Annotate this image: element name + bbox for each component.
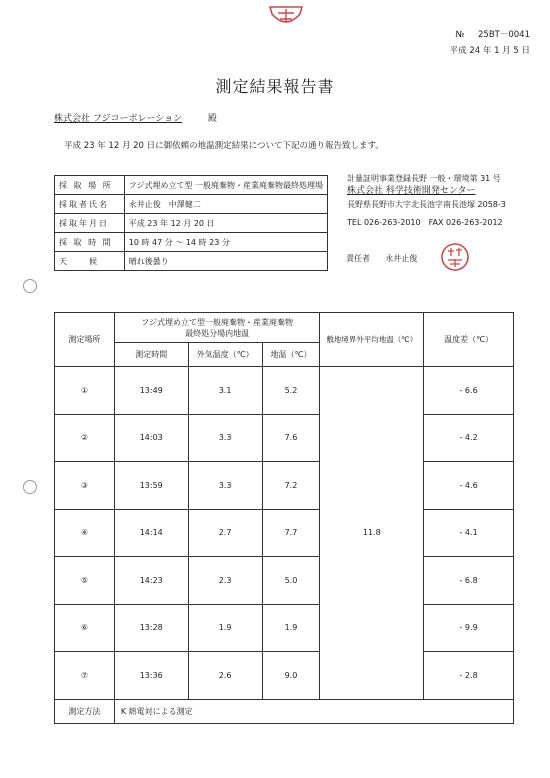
header-location: 測定場所 (55, 313, 115, 367)
info-row (55, 195, 328, 214)
info-value: フジ式埋め立て型 一般廃棄物・産業廃棄物最終処理場 (124, 176, 327, 195)
cell-air-temp: 2.7 (188, 509, 262, 557)
cell-air-temp: 1.9 (188, 604, 262, 652)
page-title: 測定結果報告書 (215, 77, 335, 96)
issuer-address: 長野県長野市大字北長池字南長池塚 2058-3 (347, 200, 506, 209)
cell-time: 13:36 (114, 652, 188, 700)
cell-ground-temp: 1.9 (262, 604, 320, 652)
table-row (55, 557, 514, 605)
cell-air-temp: 3.3 (188, 462, 262, 510)
info-label: 採 取 場 所 (55, 176, 125, 195)
cell-time: 14:03 (114, 414, 188, 462)
addressee (54, 111, 217, 124)
document-number (456, 28, 530, 40)
cell-difference: - 4.6 (424, 462, 514, 510)
info-row (55, 252, 328, 271)
method-value: K 熱電対による測定 (114, 699, 513, 723)
cell-air-temp: 2.3 (188, 557, 262, 605)
cell-location: ① (55, 367, 115, 415)
info-row (55, 214, 328, 233)
table-row (55, 367, 514, 415)
issuer-phone: TEL 026-263-2010 FAX 026-263-2012 (347, 218, 503, 227)
table-header-row (55, 313, 514, 343)
cell-location: ⑤ (55, 557, 115, 605)
info-label: 採取者氏名 (55, 195, 125, 214)
table-row (55, 414, 514, 462)
cell-ground-temp: 7.6 (262, 414, 320, 462)
cell-ground-temp: 5.2 (262, 367, 320, 415)
responsible-person (346, 253, 417, 264)
table-row (55, 462, 514, 510)
table-row (55, 509, 514, 557)
responsible-name: 永井止俊 (385, 254, 418, 263)
cell-time: 14:23 (114, 557, 188, 605)
cell-difference: - 6.6 (424, 367, 514, 415)
personal-seal-stamp (440, 242, 470, 272)
document-date: 平成 24 年 1 月 5 日 (449, 46, 530, 56)
info-label: 天 候 (55, 252, 125, 271)
cell-ground-temp: 7.7 (262, 509, 320, 557)
cell-air-temp: 2.6 (188, 652, 262, 700)
cell-difference: - 2.8 (424, 652, 514, 700)
table-row (55, 604, 514, 652)
sampling-info-table (54, 175, 328, 271)
header-group-line1: フジ式埋め立て型一般廃棄物・産業廃棄物 (141, 317, 293, 327)
cell-ground-temp: 9.0 (262, 652, 320, 700)
info-row (55, 233, 328, 252)
honorific: 殿 (207, 114, 217, 124)
punch-hole-top (23, 279, 37, 293)
method-row (55, 699, 514, 723)
responsible-label: 責任者 (346, 254, 370, 263)
cell-location: ④ (55, 509, 115, 557)
cell-location: ⑥ (55, 604, 115, 652)
header-air-temp: 外気温度（℃） (188, 343, 262, 367)
cell-time: 13:59 (114, 462, 188, 510)
cell-ground-temp: 5.0 (262, 557, 320, 605)
issuer-block (347, 172, 506, 229)
cell-location: ② (55, 414, 115, 462)
cell-difference: - 6.8 (424, 557, 514, 605)
header-boundary-average: 敷地境界外平均地温（℃） (320, 313, 424, 367)
cell-time: 13:28 (114, 604, 188, 652)
method-label: 測定方法 (55, 699, 115, 723)
doc-number-value: 25BT－0041 (478, 30, 530, 40)
header-group (114, 313, 320, 343)
intro-text: 平成 23 年 12 月 20 日に御依頼の地温測定結果について下記の通り報告致します。 (64, 141, 384, 151)
cell-air-temp: 3.1 (188, 367, 262, 415)
info-value: 平成 23 年 12 月 20 日 (124, 214, 327, 233)
punch-hole-bottom (23, 480, 37, 494)
doc-number-label: № (455, 30, 465, 40)
info-label: 採取年月日 (55, 214, 125, 233)
cell-air-temp: 3.3 (188, 414, 262, 462)
registration-number: 計量証明事業登録長野 一般・環境第 31 号 (347, 174, 501, 183)
cell-location: ⑦ (55, 652, 115, 700)
measurement-results-table (54, 312, 514, 724)
info-value: 永井止俊 中澤健二 (124, 195, 327, 214)
table-row (55, 652, 514, 700)
cell-difference: - 4.1 (424, 509, 514, 557)
cell-ground-temp: 7.2 (262, 462, 320, 510)
info-row (55, 176, 328, 195)
info-value: 晴れ後曇り (124, 252, 327, 271)
company-seal-top (267, 4, 305, 28)
header-group-line2: 最終処分場内地温 (185, 328, 250, 338)
header-ground-temp: 地温（℃） (262, 343, 320, 367)
issuer-company: 株式会社 科学技術開発センター (347, 186, 476, 196)
cell-boundary-average: 11.8 (320, 367, 424, 700)
addressee-name: 株式会社 フジコーポレーション (54, 114, 183, 124)
info-value: 10 時 47 分 ～ 14 時 23 分 (124, 233, 327, 252)
header-time: 測定時間 (114, 343, 188, 367)
cell-time: 14:14 (114, 509, 188, 557)
info-label: 採 取 時 間 (55, 233, 125, 252)
cell-difference: - 4.2 (424, 414, 514, 462)
header-temperature-difference: 温度差（℃） (424, 313, 514, 367)
cell-difference: - 9.9 (424, 604, 514, 652)
cell-location: ③ (55, 462, 115, 510)
cell-time: 13:49 (114, 367, 188, 415)
